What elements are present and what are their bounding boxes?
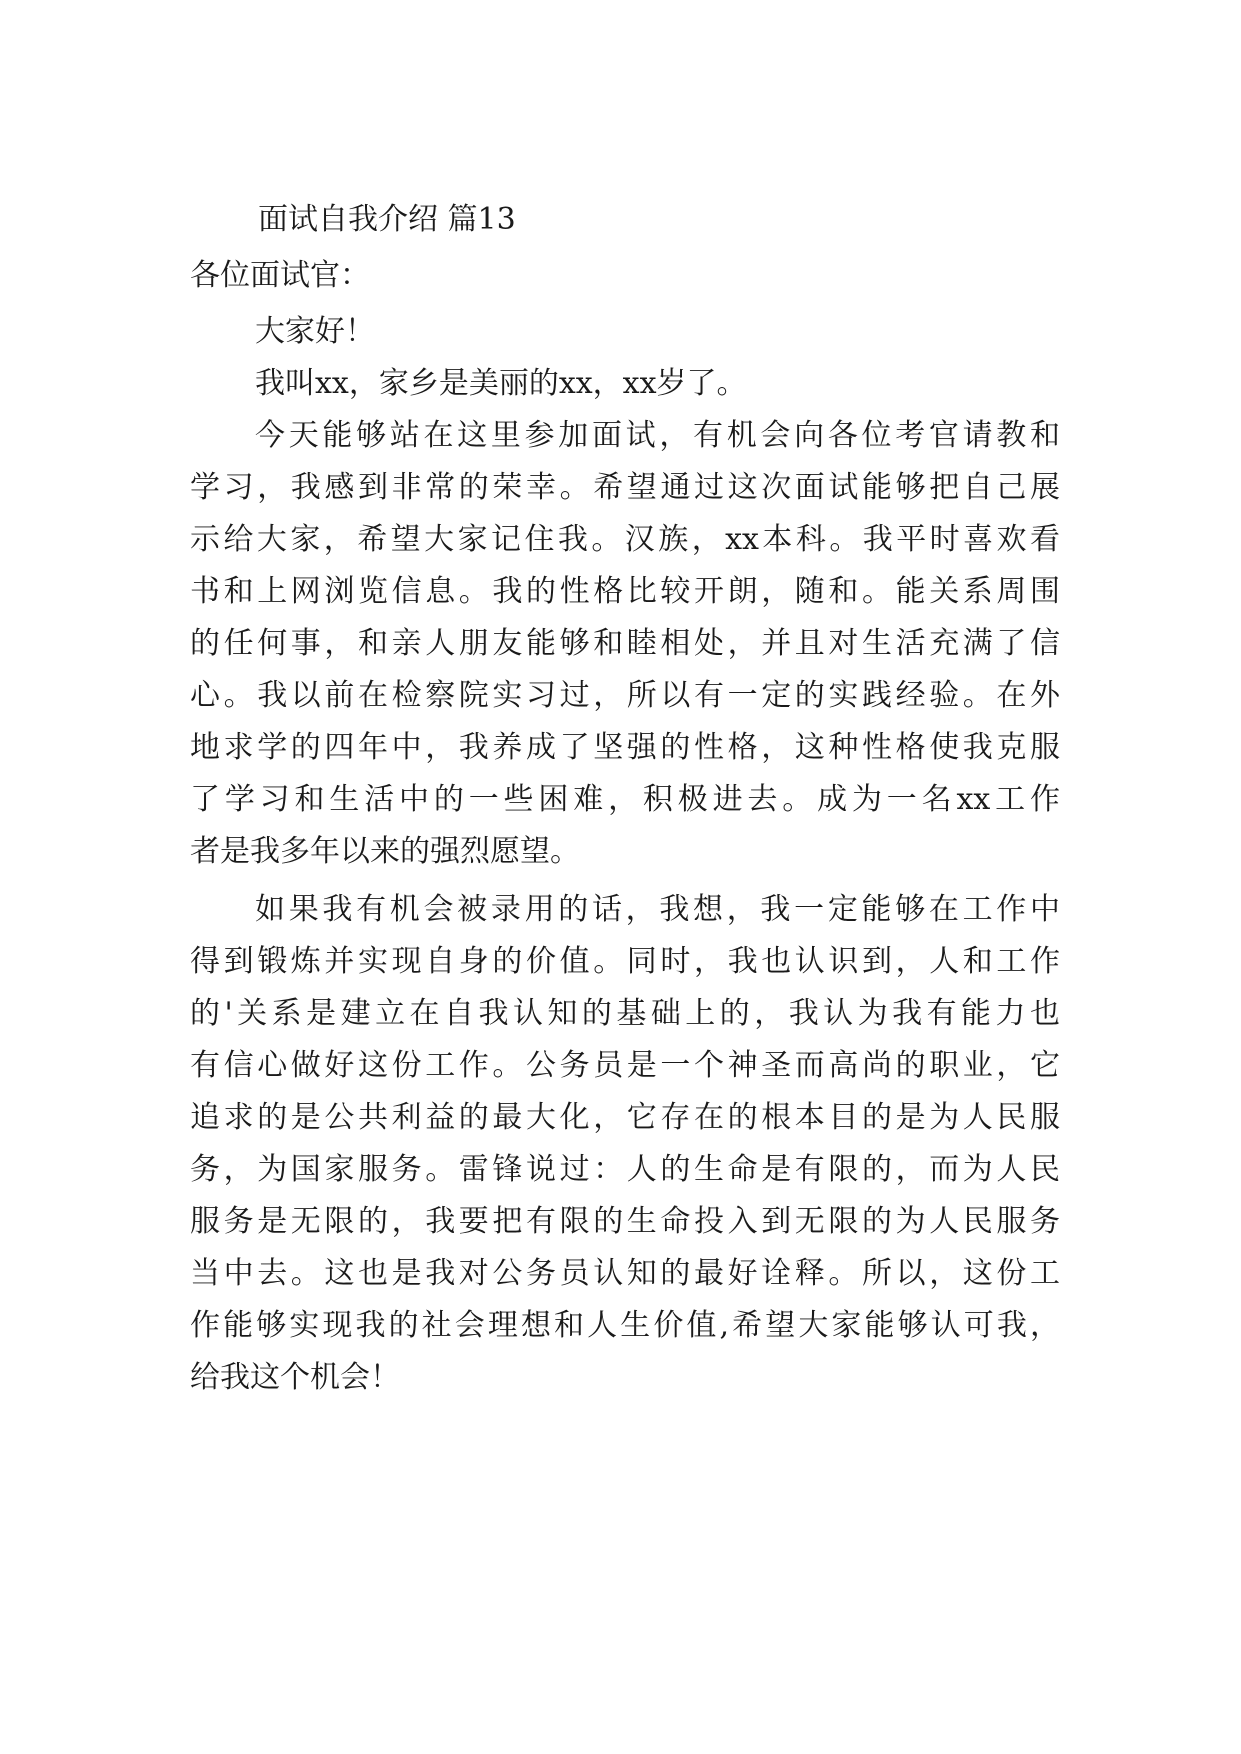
paragraph-line: 得到锻炼并实现自身的价值。同时，我也认识到，人和工作 (190, 944, 1060, 979)
salutation: 各位面试官： (190, 258, 370, 293)
paragraph-line: 给我这个机会！ (190, 1360, 400, 1395)
paragraph-line: 追求的是公共利益的最大化，它存在的根本目的是为人民服 (190, 1100, 1060, 1135)
document-title: 面试自我介绍 篇13 (258, 202, 516, 237)
paragraph-line: 务，为国家服务。雷锋说过：人的生命是有限的，而为人民 (190, 1152, 1060, 1187)
paragraph-line: 书和上网浏览信息。我的性格比较开朗，随和。能关系周围 (190, 574, 1060, 609)
intro-paragraph: 我叫xx，家乡是美丽的xx，xx岁了。 (255, 366, 747, 401)
paragraph-line: 的'关系是建立在自我认知的基础上的，我认为我有能力也 (190, 996, 1060, 1031)
paragraph-line: 作能够实现我的社会理想和人生价值,希望大家能够认可我， (190, 1308, 1060, 1343)
paragraph-line: 者是我多年以来的强烈愿望。 (190, 834, 580, 869)
greeting: 大家好！ (255, 314, 375, 349)
paragraph-line: 学习，我感到非常的荣幸。希望通过这次面试能够把自己展 (190, 470, 1060, 505)
paragraph-line: 今天能够站在这里参加面试，有机会向各位考官请教和 (255, 418, 1060, 453)
paragraph-line: 地求学的四年中，我养成了坚强的性格，这种性格使我克服 (190, 730, 1060, 765)
paragraph-line: 当中去。这也是我对公务员认知的最好诠释。所以，这份工 (190, 1256, 1060, 1291)
paragraph-line: 示给大家，希望大家记住我。汉族，xx本科。我平时喜欢看 (190, 522, 1060, 557)
paragraph-line: 心。我以前在检察院实习过，所以有一定的实践经验。在外 (190, 678, 1060, 713)
paragraph-line: 了学习和生活中的一些困难，积极进去。成为一名xx工作 (190, 782, 1060, 817)
paragraph-line: 的任何事，和亲人朋友能够和睦相处，并且对生活充满了信 (190, 626, 1060, 661)
paragraph-line: 有信心做好这份工作。公务员是一个神圣而高尚的职业，它 (190, 1048, 1060, 1083)
paragraph-line: 如果我有机会被录用的话，我想，我一定能够在工作中 (255, 892, 1060, 927)
paragraph-line: 服务是无限的，我要把有限的生命投入到无限的为人民服务 (190, 1204, 1060, 1239)
